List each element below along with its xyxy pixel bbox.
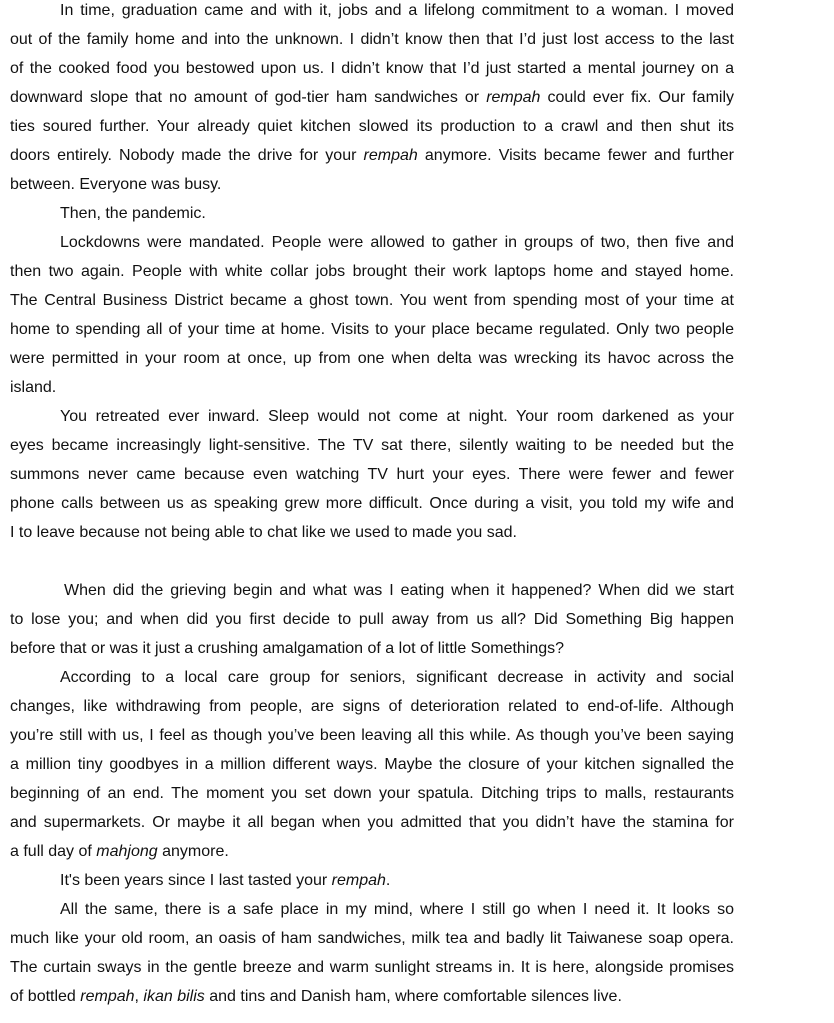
text-line [10,721,734,750]
text-line [10,228,734,257]
text-segment: out of the family home and into the unknown. I didn’t know then that I’d just lost access to the last [10,31,734,48]
text-segment: . [385,872,391,889]
text-line [10,170,734,199]
text-segment: much like your old room, an oasis of ham sandwiches, milk tea and badly lit Taiwanese soap opera. [10,930,734,947]
text-segment: In time, graduation came and with it, jobs and a lifelong commitment to a woman. I moved [60,2,734,19]
text-segment: of bottled [10,988,81,1005]
text-line [10,112,734,141]
paragraph [10,663,734,866]
text-segment: could ever fix. Our family [540,89,735,106]
text-segment: Then, the pandemic. [60,205,206,222]
text-line [10,344,734,373]
text-segment: home to spending all of your time at home. Visits to your place became regulated. Only two people [10,321,734,338]
italic-term: rempah [331,872,386,889]
text-segment: The Central Business District became a ghost town. You went from spending most of your time at [10,292,734,309]
text-segment: beginning of an end. The moment you set down your spatula. Ditching trips to malls, restaurants [10,785,734,802]
text-line [10,431,734,460]
text-segment: You retreated ever inward. Sleep would not come at night. Your room darkened as your [60,408,734,425]
paragraph [10,866,734,895]
text-segment: between. Everyone was busy. [10,176,222,193]
text-segment: doors entirely. Nobody made the drive for your [10,147,364,164]
text-segment: anymore. [157,843,229,860]
text-line [10,634,734,663]
text-line [10,54,734,83]
text-segment: When did the grieving begin and what was I eating when it happened? When did we start [64,582,734,599]
text-line [10,373,734,402]
text-segment: then two again. People with white collar jobs brought their work laptops home and stayed home. [10,263,734,280]
paragraph [10,895,734,1011]
paragraph [10,0,734,199]
text-line [10,924,734,953]
text-line [10,518,734,547]
text-segment: a million tiny goodbyes in a million different ways. Maybe the closure of your kitchen signalled the [10,756,734,773]
text-line [10,692,734,721]
text-line [10,460,734,489]
text-line [10,779,734,808]
text-line [10,866,734,895]
text-segment: The curtain sways in the gentle breeze and warm sunlight streams in. It is here, alongside promises [10,959,734,976]
text-segment: of the cooked food you bestowed upon us. I didn’t know that I’d just started a mental journey on a [10,60,734,77]
paragraph [10,402,734,547]
text-line [10,953,734,982]
text-line [10,750,734,779]
text-line [10,895,734,924]
text-segment: before that or was it just a crushing amalgamation of a lot of little Somethings? [10,640,565,657]
text-segment: , [134,988,144,1005]
document-page [10,0,734,1011]
text-line [10,141,734,170]
italic-term: rempah [486,89,541,106]
text-line [10,25,734,54]
text-line [10,663,734,692]
text-line [10,286,734,315]
text-line [10,315,734,344]
text-segment: and tins and Danish ham, where comfortable silences live. [204,988,622,1005]
text-line [10,489,734,518]
text-segment: All the same, there is a safe place in my mind, where I still go when I need it. It looks so [60,901,734,918]
text-segment: summons never came because even watching TV hurt your eyes. There were fewer and fewer [10,466,734,483]
text-segment: and supermarkets. Or maybe it all began when you admitted that you didn’t have the stamina for [10,814,734,831]
text-line [10,257,734,286]
text-segment: It's been years since I last tasted your [60,872,332,889]
italic-term: mahjong [96,843,158,860]
italic-term: rempah [80,988,135,1005]
paragraph [10,199,734,228]
text-segment: I to leave because not being able to chat like we used to made you sad. [10,524,517,541]
text-segment: you’re still with us, I feel as though you’ve been leaving all this while. As though you’ve been saying [10,727,734,744]
italic-term: ikan bilis [143,988,205,1005]
text-line [10,576,734,605]
text-line [10,808,734,837]
text-segment: downward slope that no amount of god-tier ham sandwiches or [10,89,487,106]
text-line [10,982,734,1011]
blank-line [10,547,734,576]
text-segment: ties soured further. Your already quiet kitchen slowed its production to a crawl and then shut its [10,118,734,135]
text-line [10,605,734,634]
text-segment: to lose you; and when did you first decide to pull away from us all? Did Something Big happen [10,611,734,628]
text-segment: a full day of [10,843,97,860]
italic-term: rempah [363,147,418,164]
paragraph [10,228,734,402]
text-segment: Lockdowns were mandated. People were allowed to gather in groups of two, then five and [60,234,734,251]
text-line [10,0,734,25]
text-segment: anymore. Visits became fewer and further [417,147,735,164]
paragraph [10,576,734,663]
text-segment: changes, like withdrawing from people, are signs of deterioration related to end-of-life. Although [10,698,734,715]
text-line [10,402,734,431]
text-segment: island. [10,379,57,396]
text-segment: phone calls between us as speaking grew more difficult. Once during a visit, you told my wife and [10,495,734,512]
text-line [10,837,734,866]
text-line [10,83,734,112]
text-segment: eyes became increasingly light-sensitive. The TV sat there, silently waiting to be needed but the [10,437,734,454]
text-segment: were permitted in your room at once, up from one when delta was wrecking its havoc across the [10,350,734,367]
text-line [10,199,734,228]
text-segment: According to a local care group for seniors, significant decrease in activity and social [60,669,734,686]
